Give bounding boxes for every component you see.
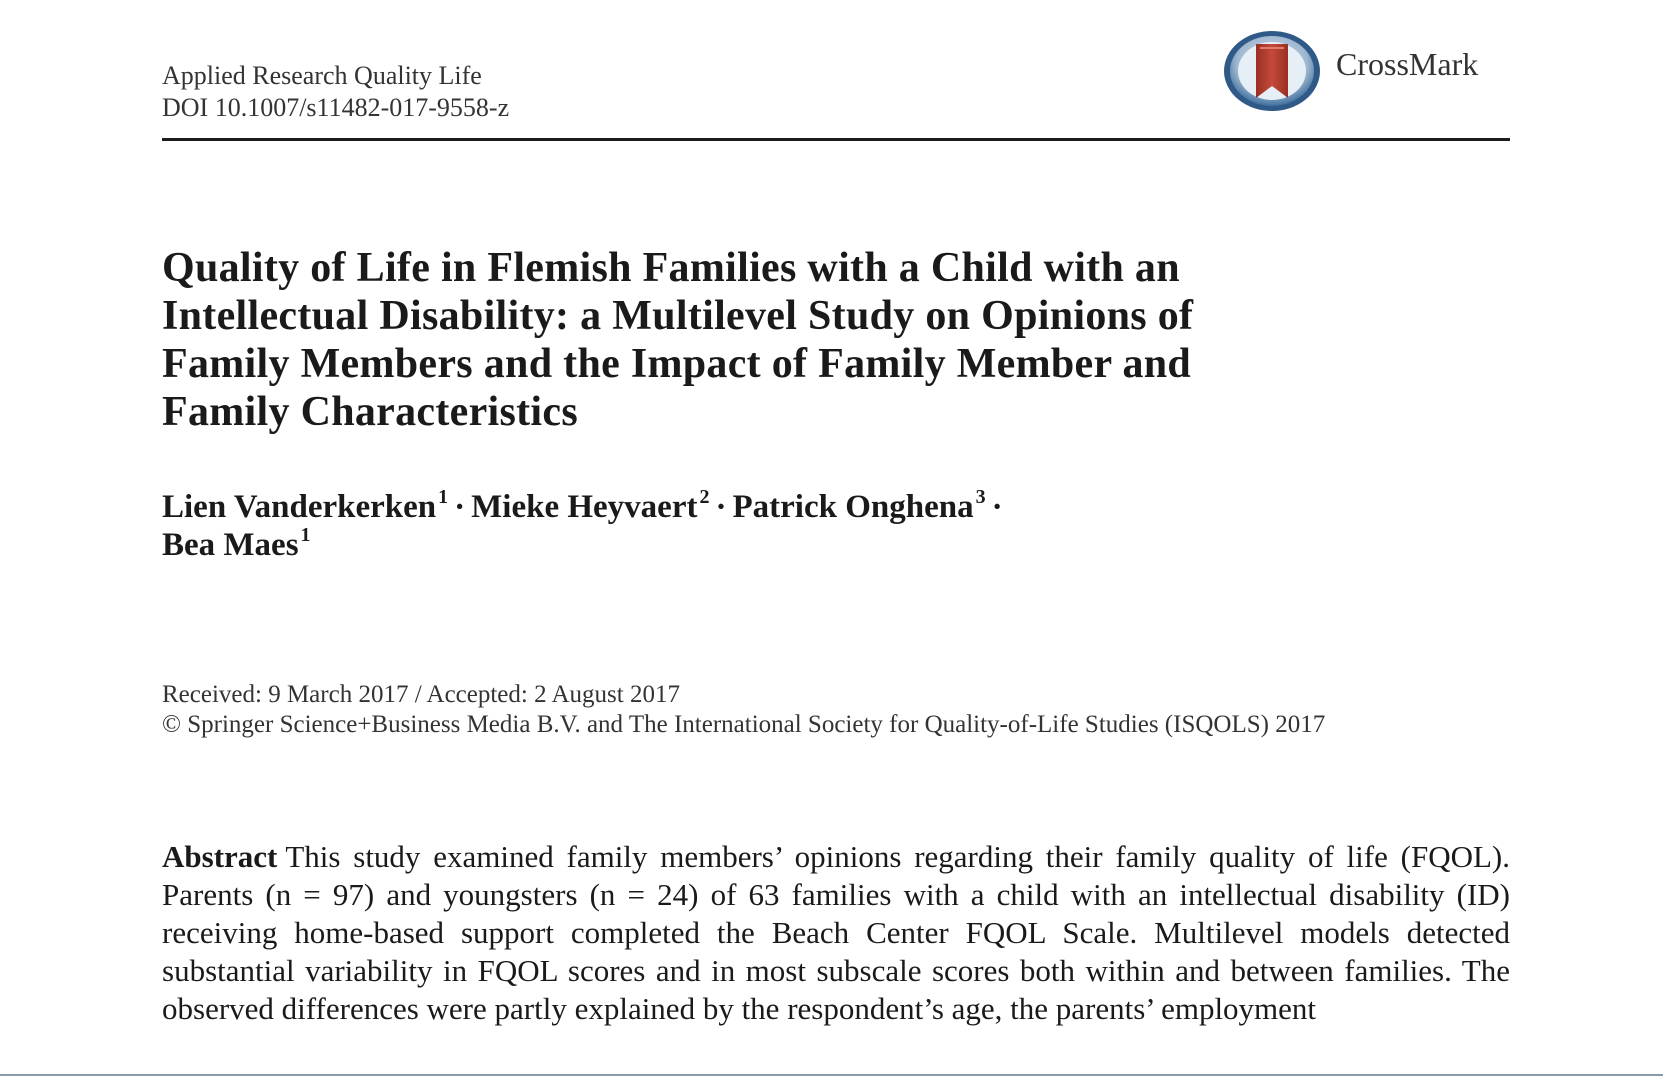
- header-divider: [162, 138, 1510, 141]
- author[interactable]: [162, 486, 449, 525]
- author[interactable]: [471, 486, 710, 525]
- viewer-bottom-edge: [0, 1074, 1663, 1076]
- author-name[interactable]: Patrick Onghena: [732, 489, 974, 525]
- copyright-notice: © Springer Science+Business Media B.V. and The International Society for Quality-of-Life Studies (ISQOLS) 2017: [162, 711, 1326, 738]
- doi[interactable]: DOI 10.1007/s11482-017-9558-z: [162, 93, 510, 122]
- author-affiliation: 1: [300, 524, 311, 546]
- author-name[interactable]: Mieke Heyvaert: [471, 489, 698, 525]
- author-affiliation: 1: [438, 486, 449, 508]
- publication-dates: [162, 680, 1522, 740]
- journal-name: Applied Research Quality Life: [162, 61, 482, 90]
- author-affiliation: 3: [975, 486, 986, 508]
- abstract: [162, 838, 1510, 1060]
- crossmark-link[interactable]: [1222, 28, 1478, 114]
- abstract-label: Abstract: [162, 839, 278, 874]
- author-separator: ·: [715, 489, 727, 525]
- author-affiliation: 2: [699, 486, 710, 508]
- author-name[interactable]: Bea Maes: [162, 527, 299, 563]
- crossmark-icon[interactable]: [1222, 28, 1322, 114]
- abstract-text: This study examined family members’ opinions regarding their family quality of life (FQOL). Parents (n = 97) and youngsters (n = 24) of 63 families with a child with an intellectual disability (ID) receiving home-based support completed the Beach Center FQOL Scale. Multilevel models detected substantial variability in FQOL scores and in most subscale scores both within and between families. The observed differences were partly explained by the respondent’s age, the parents’ employment: [162, 839, 1510, 1026]
- author-separator: ·: [991, 489, 1003, 525]
- author-list: [162, 488, 1282, 564]
- journal-info: [162, 60, 509, 124]
- author-separator: ·: [454, 489, 466, 525]
- author[interactable]: [162, 524, 311, 563]
- author-name[interactable]: Lien Vanderkerken: [162, 489, 437, 525]
- paper-title: Quality of Life in Flemish Families with a Child with an Intellectual Disability: a Multilevel Study on Opinions of Family Members and the Impact of Family Member and Family Characteristics: [162, 245, 1194, 435]
- crossmark-label[interactable]: CrossMark: [1336, 45, 1479, 82]
- received-accepted: Received: 9 March 2017 / Accepted: 2 August 2017: [162, 681, 680, 708]
- author[interactable]: [732, 486, 986, 525]
